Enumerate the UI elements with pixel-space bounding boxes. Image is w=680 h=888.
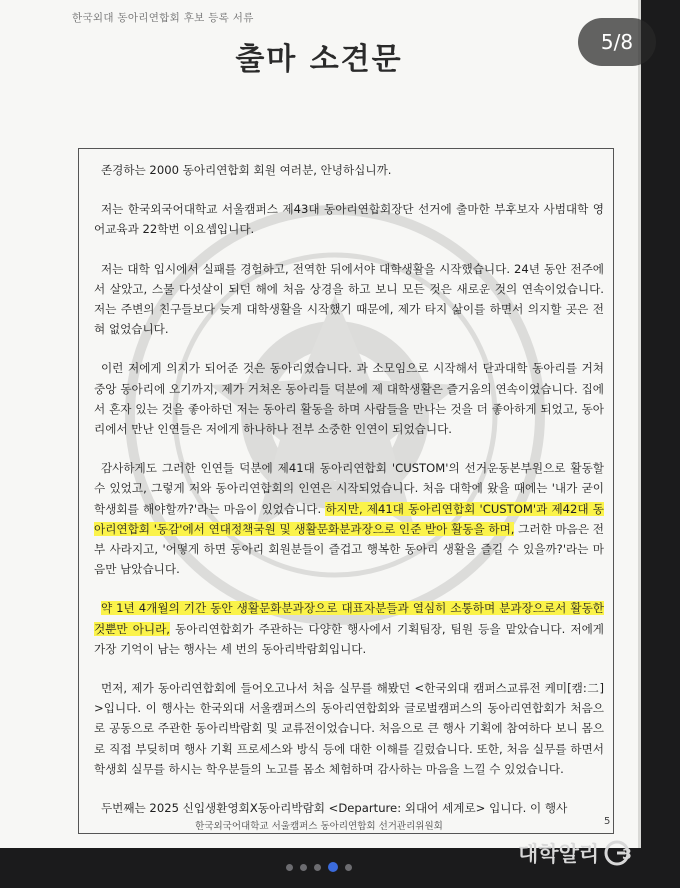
svg-text:3: 3 xyxy=(622,847,632,863)
highlighted-text: 약 1년 4개월의 기간 동안 생활문화분과장으로 대표자분들과 열심히 소통하며 분과장으로서 활동한 것뿐만 아니라, xyxy=(94,601,604,636)
paragraph-text: 존경하는 2000 동아리연합회 회원 여러분, 안녕하십니까. xyxy=(100,163,392,177)
gb-logo-icon xyxy=(603,838,637,868)
paragraph-text: 먼저, 제가 동아리연합회에 들어오고나서 처음 실무를 해봤던 <한국외대 캠퍼스교류전 케미[캠:二]>입니다. 이 행사는 한국외대 서울캠퍼스의 동아리연합회와 글로벌캠퍼스의 동아리연합회가 처음으로 공동으로 주관한 동아리박람회 및 교류전이었습니다. 처음으로 큰 행사 기획에 참여하다 보니 몸으로 직접 부딪히며 행사 기획 프로세스와 방식 등에 대한 이해를 길렀습니다. 또한, 처음 실무를 하면서 학생회 실무를 하시는 학우분들의 노고를 몸소 체험하며 감사하는 마음을 느낄 수 있었습니다. xyxy=(94,681,604,776)
footer-note: 한국외국어대학교 서울캠퍼스 동아리연합회 선거관리위원회 xyxy=(195,821,443,832)
paragraph-p4 xyxy=(94,358,604,439)
statement-body xyxy=(94,160,604,837)
pagination-dot[interactable] xyxy=(314,864,321,871)
pagination-dots[interactable] xyxy=(286,862,352,872)
header-note: 한국외대 동아리연합회 후보 등록 서류 xyxy=(72,12,254,24)
paragraph-p3 xyxy=(94,259,604,340)
paragraph-p5 xyxy=(94,458,604,579)
paragraph-p2 xyxy=(94,199,604,239)
paragraph-text: 저는 대학 입시에서 실패를 경험하고, 전역한 뒤에서야 대학생활을 시작했습니다. 24년 동안 전주에서 살았고, 스물 다섯살이 되던 해에 처음 상경을 하고 보니 모든 것은 새로운 것의 연속이었습니다. 저는 주변의 친구들보다 늦게 대학생활을 시작했기 때문에, 제가 타지 삶이를 하면서 의지할 곳은 전혀 없었습니다. xyxy=(94,261,604,337)
pagination-dot-active[interactable] xyxy=(328,862,338,872)
page-number: 5 xyxy=(604,816,611,827)
highlighted-text: 하지만, 제41대 동아리연합회 'CUSTOM'과 제42대 동아리연합회 '동감'에서 연대정책국원 및 생활문화분과장으로 인준 받아 활동을 하며, xyxy=(94,501,604,536)
paragraph-text: 동아리연합회가 주관하는 다양한 행사에서 기획팀장, 팀원 등을 맡았습니다. 저에게 가장 기억이 남는 행사는 세 번의 동아리박람회입니다. xyxy=(94,621,604,656)
paragraph-text: 저는 한국외국어대학교 서울캠퍼스 제43대 동아리연합회장단 선거에 출마한 부후보자 사범대학 영어교육과 22학번 이요셉입니다. xyxy=(94,202,604,237)
image-counter-badge: 5/8 xyxy=(578,18,656,66)
paragraph-p8 xyxy=(94,798,604,818)
paragraph-p6 xyxy=(94,598,604,659)
paragraph-p7 xyxy=(94,678,604,779)
pagination-dot[interactable] xyxy=(286,864,293,871)
page-edge xyxy=(638,0,641,848)
pagination-dot[interactable] xyxy=(345,864,352,871)
paragraph-text: 감사하게도 그러한 인연들 덕분에 제41대 동아리연합회 'CUSTOM'의 선거운동본부원으로 활동할 수 있었고, 그렇게 저와 동아리연합회의 인연은 시작되었습니다. 처음 대학에 왔을 때에는 '내가 굳이 학생회를 해야할까?'라는 마음이 있었습니다. xyxy=(94,461,604,516)
paragraph-p1 xyxy=(94,160,604,180)
paragraph-text: 이런 저에게 의지가 되어준 것은 동아리였습니다. 과 소모임으로 시작해서 단과대학 동아리를 거쳐 중앙 동아리에 오기까지, 제가 거쳐온 동아리들 덕분에 제 대학생활은 즐거움의 연속이었습니다. 집에서 혼자 있는 것을 좋아하던 저는 동아리 활동을 하며 사람들을 만나는 것을 더 좋아하게 되었고, 동아리에서 만난 인연들은 저에게 하나하나 전부 소중한 인연이 되었습니다. xyxy=(94,361,604,437)
brand-logo xyxy=(518,838,637,868)
document-title: 출마 소견문 xyxy=(235,42,403,77)
brand-name: 대학알리 xyxy=(518,842,600,866)
pagination-dot[interactable] xyxy=(300,864,307,871)
paragraph-text: 그러한 마음은 전부 사라지고, '어떻게 하면 동아리 회원분들이 즐겁고 행복한 동아리 생활을 즐길 수 있을까?'라는 마음만 남았습니다. xyxy=(94,521,604,577)
paragraph-text: 두번째는 2025 신입생환영회X동아리박람회 <Departure: 외대어 세계로> 입니다. 이 행사 xyxy=(100,801,568,816)
